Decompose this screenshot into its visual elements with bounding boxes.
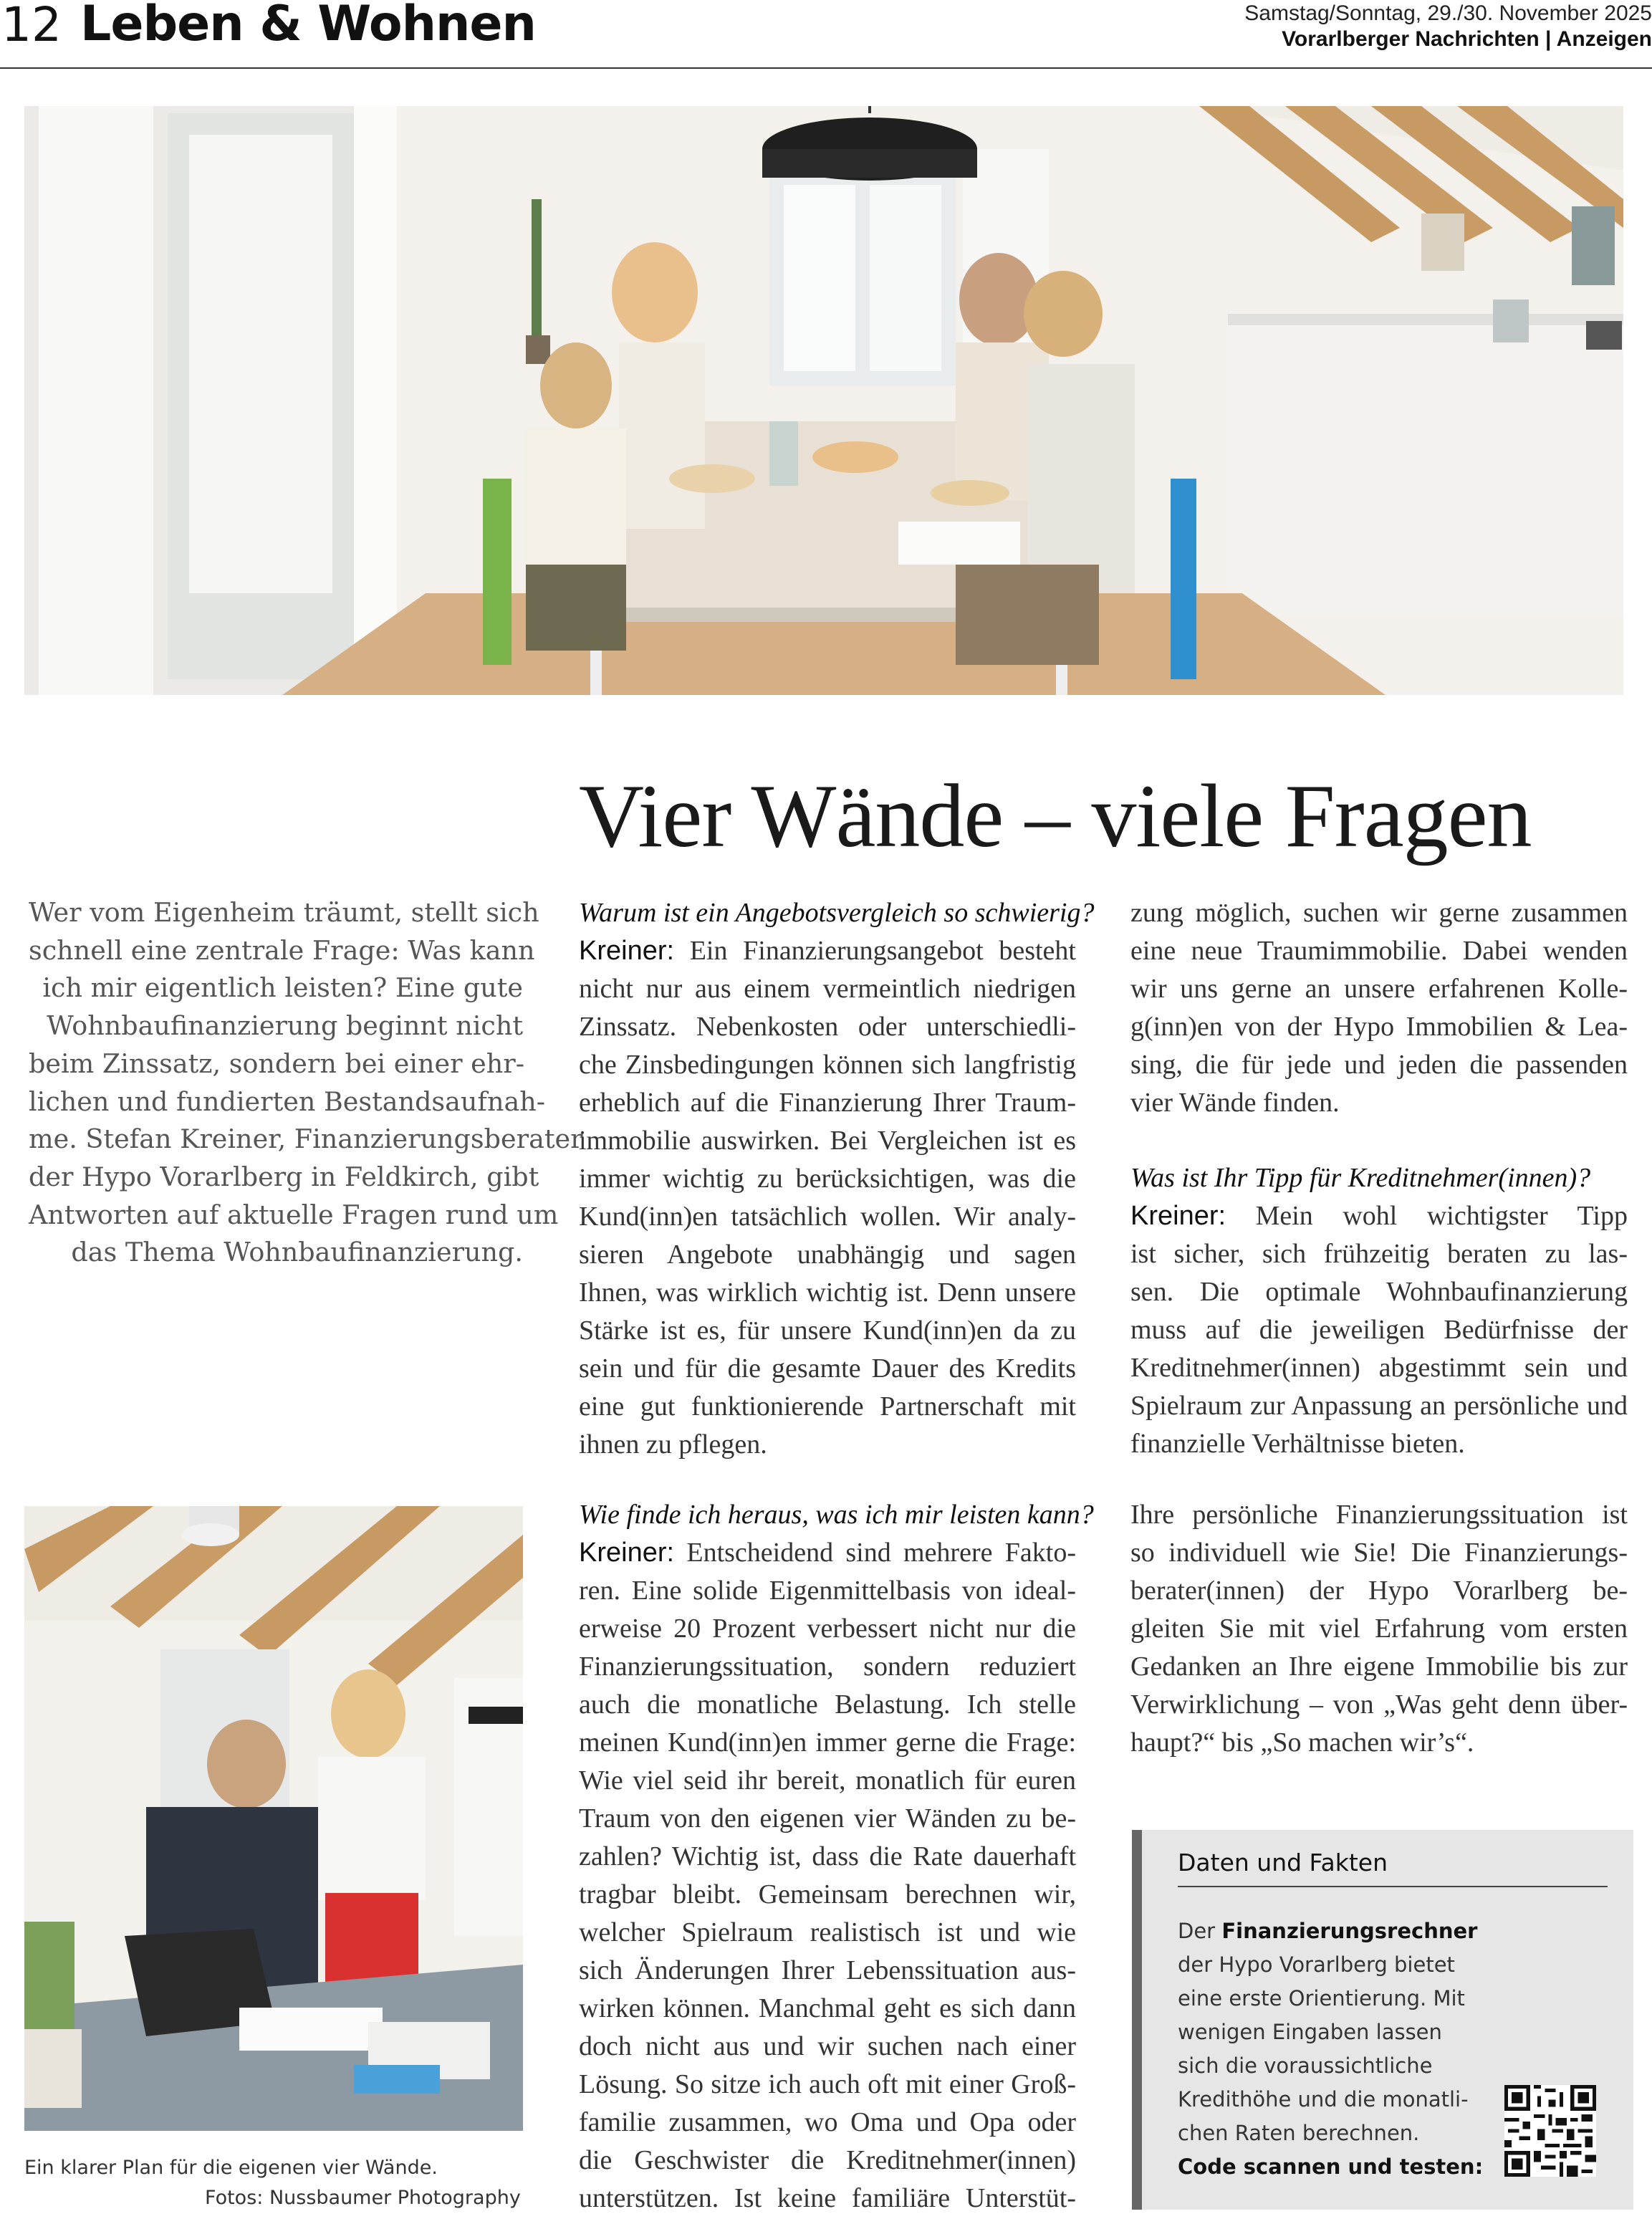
answer-line: unterstützen. Ist keine familiäre Unterstüt- (579, 2183, 1076, 2213)
section-title: Leben & Wohnen (80, 0, 536, 52)
answer-line: Finanzierungssituation, sondern reduziert (579, 1652, 1076, 1682)
answer-line: immobilie auswirken. Bei Vergleichen ist es (579, 1126, 1076, 1156)
facts-title: Daten und Fakten (1178, 1849, 1388, 1876)
answer-line: Kreiner: Entscheidend sind mehrere Fakto- (579, 1538, 1076, 1568)
interview-question: Wie finde ich heraus, was ich mir leisten kann? (579, 1500, 1094, 1530)
answer-line: sen. Die optimale Wohnbaufinanzierung (1130, 1277, 1628, 1307)
interview-question: Was ist Ihr Tipp für Kreditnehmer(innen)? (1130, 1163, 1591, 1193)
answer-line: Ihre persönliche Finanzierungssituation ist (1130, 1500, 1628, 1530)
answer-line: Kreiner: Ein Finanzierungsangebot besteht (579, 936, 1076, 966)
answer-line: welcher Spielraum realistisch ist und wie (579, 1917, 1076, 1947)
article-column-2-bottom (579, 1496, 1094, 2218)
answer-line: wirken können. Manchmal geht es sich dann (579, 1993, 1076, 2023)
answer-line: Verwirklichung – von „Was geht denn über- (1130, 1689, 1628, 1720)
facts-line: wenigen Eingaben lassen (1178, 2020, 1442, 2044)
answer-line: Lösung. So sitze ich auch oft mit einer Groß- (579, 2069, 1076, 2099)
page-number: 12 (1, 0, 62, 52)
answer-line: sich Änderungen Ihrer Lebenssituation aus- (579, 1955, 1076, 1985)
facts-accent-bar (1132, 1830, 1142, 2210)
answer-line: eine neue Traumimmobilie. Dabei wenden (1130, 936, 1628, 966)
speaker-label: Kreiner: (579, 936, 675, 966)
facts-line: chen Raten berechnen. (1178, 2121, 1420, 2145)
intro-line: lichen und fundierten Bestandsaufnah- (29, 1085, 546, 1117)
answer-line: doch nicht aus und wir suchen nach einer (579, 2031, 1076, 2061)
answer-line: tragbar bleibt. Gemeinsam berechnen wir, (579, 1879, 1076, 1909)
answer-line: familie zusammen, wo Oma und Opa oder (579, 2107, 1076, 2137)
facts-line: der Hypo Vorarlberg bietet (1178, 1952, 1455, 1977)
couple-laptop-photo (24, 1506, 523, 2131)
answer-line: Kund(inn)en tatsächlich wollen. Wir analy- (579, 1202, 1076, 1232)
answer-line: gleiten Sie mit viel Erfahrung vom ersten (1130, 1614, 1628, 1644)
answer-line: Spielraum zur Anpassung an persönliche und (1130, 1391, 1628, 1421)
photo-caption: Ein klarer Plan für die eigenen vier Wände. (24, 2157, 438, 2179)
answer-line: haupt?“ bis „So machen wir’s“. (1130, 1727, 1474, 1758)
answer-line: Gedanken an Ihre eigene Immobilie bis zur (1130, 1652, 1628, 1682)
intro-line: me. Stefan Kreiner, Finanzierungsberater (29, 1123, 583, 1155)
facts-cta: Code scannen und testen: (1178, 2154, 1484, 2179)
intro-line: der Hypo Vorarlberg in Feldkirch, gibt (29, 1161, 539, 1192)
answer-line: erweise 20 Prozent verbessert nicht nur die (579, 1614, 1076, 1644)
answer-line: die Geschwister die Kreditnehmer(innen) (579, 2145, 1076, 2175)
intro-line: Wer vom Eigenheim träumt, stellt sich (29, 897, 539, 928)
answer-line: auch die monatliche Belastung. Ich stelle (579, 1689, 1076, 1720)
facts-line: Der Finanzierungsrechner (1178, 1919, 1478, 1943)
answer-line: g(inn)en von der Hypo Immobilien & Lea- (1130, 1012, 1628, 1042)
answer-line: wir uns gerne an unsere erfahrenen Kolle- (1130, 974, 1628, 1004)
header-divider (0, 67, 1652, 69)
intro-line: Wohnbaufinanzierung beginnt nicht (47, 1010, 523, 1042)
intro-line: beim Zinssatz, sondern bei einer ehr- (29, 1048, 525, 1079)
publication-name: Vorarlberger Nachrichten | Anzeigen (1282, 27, 1652, 51)
qr-code-icon[interactable] (1504, 2085, 1596, 2177)
answer-line: sein und für die gesamte Dauer des Kredits (579, 1353, 1076, 1384)
issue-date: Samstag/Sonntag, 29./30. November 2025 (1244, 1, 1652, 25)
article-column-3-bottom (1130, 1496, 1628, 1762)
intro-line: ich mir eigentlich leisten? Eine gute (42, 972, 523, 1004)
answer-line: Kreiner: Mein wohl wichtigster Tipp (1130, 1201, 1628, 1231)
answer-line: erheblich auf die Finanzierung Ihrer Traum- (579, 1088, 1076, 1118)
answer-line: muss auf die jeweiligen Bedürfnisse der (1130, 1315, 1628, 1345)
answer-line: Zinssatz. Nebenkosten oder unterschiedli- (579, 1012, 1076, 1042)
intro-line: schnell eine zentrale Frage: Was kann (29, 934, 535, 966)
intro-line: Antworten auf aktuelle Fragen rund um (29, 1199, 559, 1230)
article-headline: Vier Wände – viele Fragen (579, 767, 1532, 866)
facts-line: eine erste Orientierung. Mit (1178, 1986, 1465, 2010)
answer-line: vier Wände finden. (1130, 1088, 1340, 1118)
answer-line: ist sicher, sich frühzeitig beraten zu las- (1130, 1239, 1628, 1269)
facts-body (1178, 1914, 1522, 2184)
facts-line: Kredithöhe und die monatli- (1178, 2087, 1469, 2112)
facts-highlight: Finanzierungsrechner (1221, 1919, 1478, 1943)
answer-line: zung möglich, suchen wir gerne zusammen (1130, 898, 1628, 928)
facts-box (1132, 1830, 1633, 2210)
article-intro (29, 894, 583, 1272)
answer-line: Ihnen, was wirklich wichtig ist. Denn unsere (579, 1278, 1076, 1308)
answer-line: berater(innen) der Hypo Vorarlberg be- (1130, 1576, 1628, 1606)
answer-line: ihnen zu pflegen. (579, 1429, 767, 1460)
answer-line: so individuell wie Sie! Die Finanzierungs- (1130, 1538, 1628, 1568)
family-breakfast-photo (24, 106, 1623, 695)
facts-line: sich die voraussichtliche (1178, 2053, 1433, 2078)
answer-line: Traum von den eigenen vier Wänden zu be- (579, 1803, 1076, 1834)
intro-line: das Thema Wohnbaufinanzierung. (71, 1237, 523, 1268)
answer-line: Kreditnehmer(innen) abgestimmt sein und (1130, 1353, 1628, 1383)
answer-line: Stärke ist es, für unsere Kund(inn)en da zu (579, 1315, 1076, 1346)
article-column-3-middle (1130, 1159, 1628, 1463)
speaker-label: Kreiner: (579, 1538, 675, 1568)
answer-line: finanzielle Verhältnisse bieten. (1130, 1429, 1465, 1459)
speaker-label: Kreiner: (1130, 1201, 1226, 1231)
answer-line: zahlen? Wichtig ist, dass die Rate dauerhaft (579, 1841, 1076, 1871)
answer-line: sing, die für jede und jeden die passenden (1130, 1050, 1628, 1080)
article-column-3-top (1130, 894, 1628, 1122)
answer-line: ren. Eine solide Eigenmittelbasis von ideal- (579, 1576, 1076, 1606)
interview-question: Warum ist ein Angebotsvergleich so schwierig? (579, 898, 1095, 928)
answer-line: eine gut funktionierende Partnerschaft mit (579, 1391, 1076, 1422)
answer-line: immer wichtig zu berücksichtigen, was die (579, 1164, 1076, 1194)
answer-line: nicht nur aus einem vermeintlich niedrigen (579, 974, 1076, 1004)
answer-line: sieren Angebote unabhängig und sagen (579, 1240, 1076, 1270)
answer-line: che Zinsbedingungen können sich langfristig (579, 1050, 1076, 1080)
answer-line: meinen Kund(inn)en immer gerne die Frage: (579, 1727, 1076, 1758)
answer-line: Wie viel seid ihr bereit, monatlich für euren (579, 1765, 1076, 1796)
facts-divider (1178, 1886, 1608, 1887)
photo-credit: Fotos: Nussbaumer Photography (205, 2187, 521, 2209)
article-column-2-top (579, 894, 1095, 1464)
